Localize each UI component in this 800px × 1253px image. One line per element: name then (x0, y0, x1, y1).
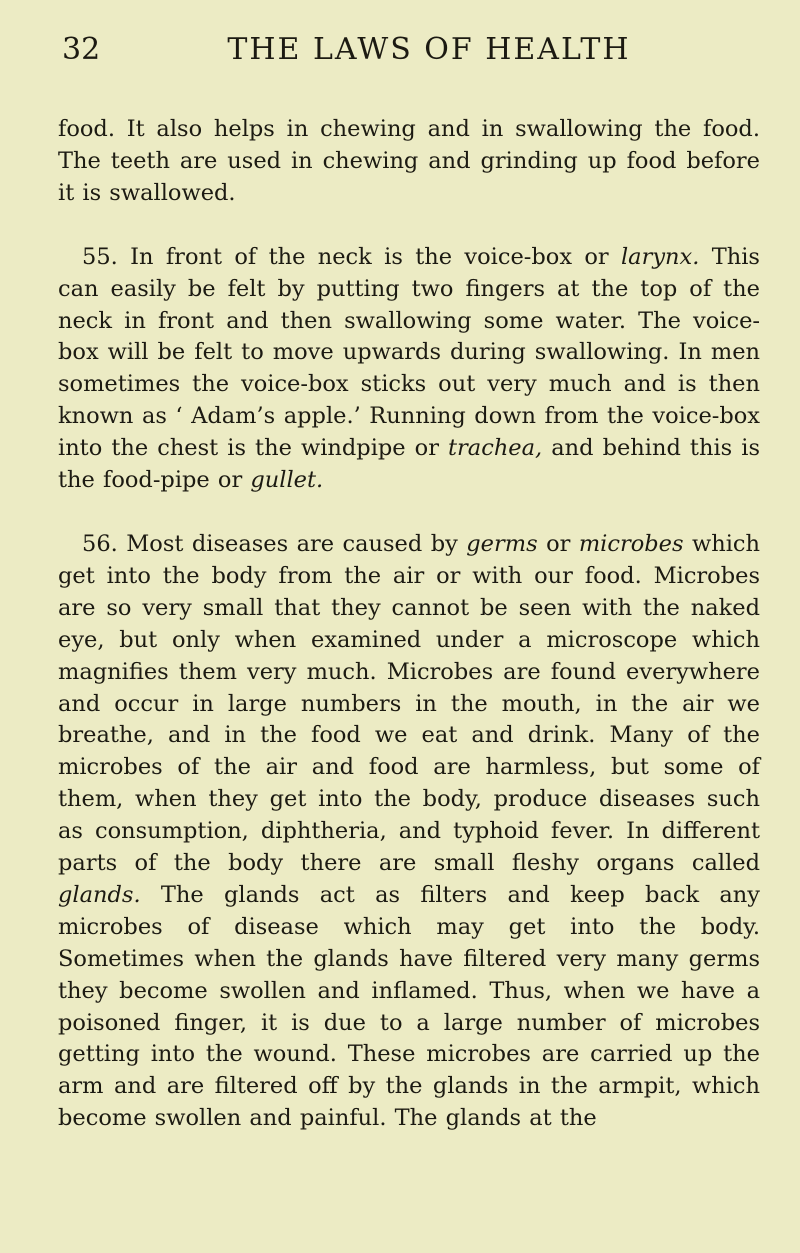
page-number: 32 (62, 32, 101, 67)
paragraph-text: The glands act as filters and keep back any microbes of disease which may get into the body. Sometimes when the glands have filtered very many germs they become swollen and inflamed. Thus, when we have a poisoned finger, it is due to a large number of microbes getting into the wound. These microbes are carried up the arm and are filtered off by the glands in the armpit, which become swollen and painful. The glands at the (58, 881, 760, 1132)
paragraph-number: 55. (82, 243, 118, 270)
paragraph-text: Most diseases are caused by (126, 530, 467, 557)
paragraph-55 (58, 242, 760, 497)
paragraph-number: 56. (82, 530, 118, 557)
paragraph-text: and behind this is the food-pipe or (58, 435, 760, 494)
term-microbes: microbes (578, 530, 684, 557)
paragraph-text: or (537, 530, 579, 557)
term-glands: glands. (58, 881, 141, 908)
term-germs: germs (466, 530, 538, 557)
paragraph-text: which get into the body from the air or with our food. Microbes are so very small that they cannot be seen with the naked eye, but only when examined under a microscope which magnifies them very much. Microbes are found everywhere and occur in large numbers in the mouth, in the air we breathe, and in the food we eat and drink. Many of the microbes of the air and food are harmless, but some of them, when they get into the body, produce diseases such as consumption, diphtheria, and typhoid fever. In different parts of the body there are small fleshy organs called (58, 530, 761, 877)
paragraph-continued (58, 114, 760, 210)
paragraph-text: In front of the neck is the voice-box or (130, 243, 621, 270)
term-larynx: larynx. (620, 243, 700, 270)
running-title: THE LAWS OF HEALTH (227, 32, 631, 67)
page-header (58, 28, 760, 72)
term-trachea: trachea, (448, 435, 543, 462)
body-text (58, 114, 760, 1135)
paragraph-text: food. It also helps in chewing and in swallowing the food. The teeth are used in chewing and grinding up food before it is swallowed. (58, 116, 760, 206)
term-gullet: gullet. (250, 467, 324, 494)
paragraph-56 (58, 529, 760, 1135)
paragraph-text: This can easily be felt by putting two fingers at the top of the neck in front and then swallowing some water. The voice-box will be felt to move upwards during swallowing. In men sometimes the voice-box sticks out very much and is then known as ‘ Adam’s apple.’ Running down from the voice-box into the chest is the windpipe or (58, 243, 760, 462)
